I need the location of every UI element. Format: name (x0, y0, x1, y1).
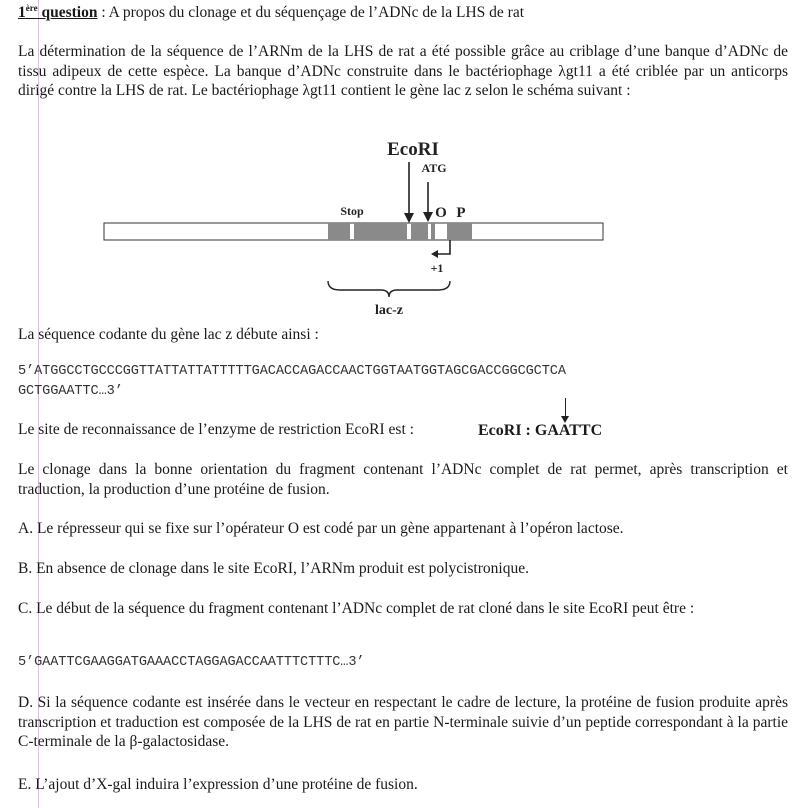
phage-dna-bar (104, 223, 603, 240)
promoter-label: P (456, 205, 466, 221)
option-a: A. Le répresseur qui se fixe sur l’opérateur O est codé par un gène appartenant à l’opéron lactose. (18, 520, 624, 537)
option-c-sequence: 5’GAATTCGAAGGATGAAACCTAGGAGACCAATTTCTTTC…3’ (18, 655, 365, 670)
atg-label: ATG (421, 161, 447, 175)
lacz-label: lac-z (375, 303, 403, 318)
question-label: question (41, 4, 98, 22)
lacz-segment (411, 223, 428, 240)
question-number-sup: ère (25, 3, 38, 13)
transcription-start-arrow (437, 240, 450, 254)
question-title: : A propos du clonage et du séquençage de l’ADNc de la LHS de rat (97, 4, 525, 22)
clonage-paragraph: Le clonage dans la bonne orientation du fragment contenant l’ADNc complet de rat permet, après transcription et traduction, la production d’une protéine de fusion. (18, 461, 788, 498)
coding-sequence-line1: 5’ATGGCCTGCCCGGTTATTATTATTTTTGACACCAGACCAACTGGTAATGGTAGCGACCGGCGCTCA (18, 364, 566, 379)
option-d: D. Si la séquence codante est insérée dans le vecteur en respectant le cadre de lecture, la protéine de fusion produite après transcription et traduction est composée de la LHS de rat en partie N-terminale suivie d’un peptide correspondant à la partie C-terminale de la β-galactosidase. (18, 694, 788, 750)
stop-label: Stop (340, 204, 364, 218)
lacz-segment (354, 223, 407, 240)
option-b: B. En absence de clonage dans le site EcoRI, l’ARNm produit est polycistronique. (18, 560, 529, 577)
option-c: C. Le début de la séquence du fragment contenant l’ADNc complet de rat cloné dans le site EcoRI peut être : (18, 600, 695, 617)
question-number: 1 (18, 4, 26, 22)
promoter-segment (447, 223, 472, 240)
lacz-segment (328, 223, 350, 240)
ecori-site-value: EcoRI : GAATTC (478, 422, 603, 439)
ecori-label: EcoRI (387, 139, 439, 160)
option-e: E. L’ajout d’X-gal induira l’expression d’une protéine de fusion. (18, 776, 418, 793)
lacz-segment (431, 223, 435, 240)
site-text: Le site de reconnaissance de l’enzyme de restriction EcoRI est : (18, 421, 414, 438)
coding-sequence-line2: GCTGGAATTC…3’ (18, 384, 123, 399)
intro-paragraph: La détermination de la séquence de l’ARNm de la LHS de rat a été possible grâce au criblage d’une banque d’ADNc de tissu adipeux de cette espèce. La banque d’ADNc construite dans le bactériophage λgt11 a été criblée par un anticorps dirigé contre la LHS de rat. Le bactériophage λgt11 contient le gène lac z selon le schéma suivant : (18, 43, 788, 99)
lacz-brace (328, 281, 450, 297)
coding-intro: La séquence codante du gène lac z débute ainsi : (18, 326, 319, 343)
lacz-diagram (0, 0, 794, 330)
operator-label: O (435, 205, 447, 221)
plus1-label: +1 (430, 261, 444, 275)
